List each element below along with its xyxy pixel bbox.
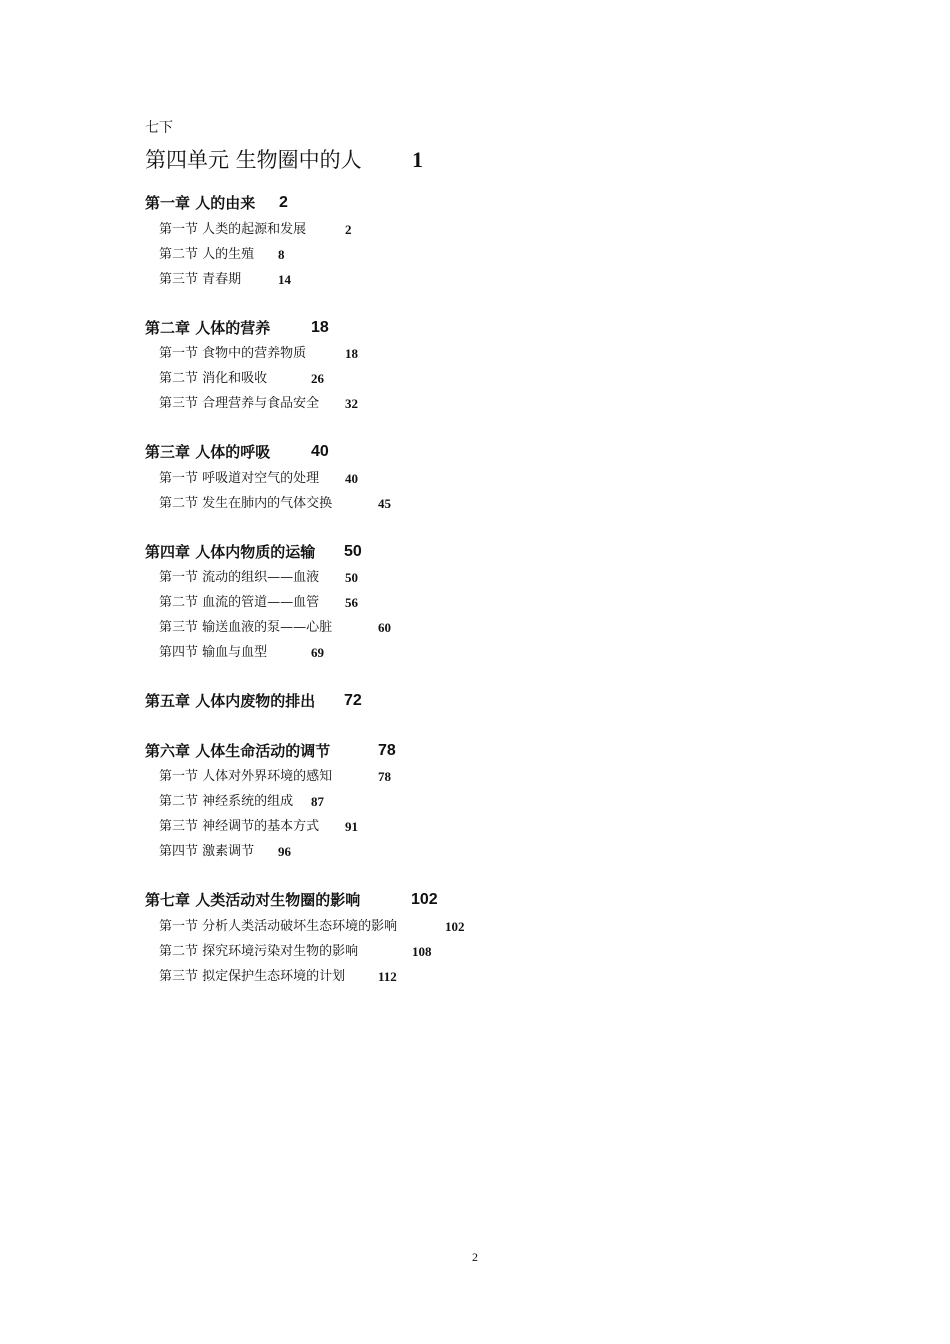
chapter-7-heading xyxy=(145,890,438,910)
chapter-4-heading xyxy=(145,542,362,562)
section-title: 第一节 呼吸道对空气的处理 xyxy=(159,471,320,486)
section-title: 第一节 分析人类活动破坏生态环境的影响 xyxy=(159,919,398,934)
section-entry xyxy=(159,968,397,986)
section-entry xyxy=(159,345,358,363)
unit-page-number: 1 xyxy=(412,147,423,172)
section-entry xyxy=(159,495,391,513)
section-page-number: 96 xyxy=(278,844,291,859)
section-title: 第四节 激素调节 xyxy=(159,844,255,859)
section-page-number: 91 xyxy=(345,819,358,834)
section-entry xyxy=(159,943,432,961)
section-page-number: 26 xyxy=(311,371,324,386)
unit-title: 第四单元 生物圈中的人 xyxy=(145,148,362,172)
section-title: 第三节 输送血液的泵——心脏 xyxy=(159,620,333,635)
chapter-title: 第五章 人体内废物的排出 xyxy=(145,692,316,710)
section-page-number: 2 xyxy=(345,222,352,237)
section-page-number: 40 xyxy=(345,471,358,486)
chapter-page-number: 72 xyxy=(344,692,362,709)
chapter-title: 第四章 人体内物质的运输 xyxy=(145,543,316,561)
section-entry xyxy=(159,395,358,413)
section-page-number: 18 xyxy=(345,346,358,361)
section-title: 第三节 青春期 xyxy=(159,272,242,287)
section-entry xyxy=(159,470,358,488)
chapter-title: 第二章 人体的营养 xyxy=(145,319,271,337)
section-title: 第一节 食物中的营养物质 xyxy=(159,346,307,361)
section-title: 第一节 流动的组织——血液 xyxy=(159,570,320,585)
section-page-number: 102 xyxy=(445,919,465,934)
section-title: 第四节 输血与血型 xyxy=(159,645,268,660)
section-title: 第一节 人体对外界环境的感知 xyxy=(159,769,333,784)
section-title: 第二节 发生在肺内的气体交换 xyxy=(159,496,333,511)
section-entry xyxy=(159,271,291,289)
section-page-number: 14 xyxy=(278,272,291,287)
chapter-page-number: 102 xyxy=(411,891,438,908)
grade-label: 七下 xyxy=(145,120,173,136)
section-entry xyxy=(159,370,324,388)
section-page-number: 56 xyxy=(345,595,358,610)
section-title: 第二节 人的生殖 xyxy=(159,247,255,262)
section-page-number: 45 xyxy=(378,496,391,511)
section-page-number: 87 xyxy=(311,794,324,809)
unit-heading xyxy=(145,146,423,174)
chapter-6-heading xyxy=(145,741,396,761)
chapter-page-number: 2 xyxy=(279,194,288,211)
section-entry xyxy=(159,594,358,612)
section-entry xyxy=(159,619,391,637)
section-page-number: 78 xyxy=(378,769,391,784)
section-title: 第三节 合理营养与食品安全 xyxy=(159,396,320,411)
section-entry xyxy=(159,644,324,662)
section-title: 第二节 血流的管道——血管 xyxy=(159,595,320,610)
section-entry xyxy=(159,768,391,786)
section-page-number: 60 xyxy=(378,620,391,635)
section-page-number: 108 xyxy=(412,944,432,959)
chapter-5-heading xyxy=(145,691,362,711)
section-entry xyxy=(159,569,358,587)
chapter-1-heading xyxy=(145,193,288,213)
chapter-page-number: 40 xyxy=(311,443,329,460)
section-page-number: 32 xyxy=(345,396,358,411)
chapter-title: 第七章 人类活动对生物圈的影响 xyxy=(145,891,361,909)
chapter-3-heading xyxy=(145,442,329,462)
section-title: 第二节 神经系统的组成 xyxy=(159,794,294,809)
section-entry xyxy=(159,246,285,264)
chapter-title: 第一章 人的由来 xyxy=(145,194,256,212)
section-entry xyxy=(159,843,291,861)
page-number: 2 xyxy=(472,1250,478,1264)
chapter-title: 第三章 人体的呼吸 xyxy=(145,443,271,461)
section-page-number: 8 xyxy=(278,247,285,262)
section-title: 第二节 消化和吸收 xyxy=(159,371,268,386)
section-page-number: 69 xyxy=(311,645,324,660)
section-page-number: 112 xyxy=(378,969,397,984)
section-title: 第三节 拟定保护生态环境的计划 xyxy=(159,969,346,984)
section-title: 第二节 探究环境污染对生物的影响 xyxy=(159,944,359,959)
section-page-number: 50 xyxy=(345,570,358,585)
section-entry xyxy=(159,818,358,836)
section-entry xyxy=(159,918,465,936)
section-title: 第一节 人类的起源和发展 xyxy=(159,222,307,237)
chapter-page-number: 78 xyxy=(378,742,396,759)
section-entry xyxy=(159,221,352,239)
section-title: 第三节 神经调节的基本方式 xyxy=(159,819,320,834)
chapter-page-number: 18 xyxy=(311,319,329,336)
chapter-2-heading xyxy=(145,318,329,338)
section-entry xyxy=(159,793,324,811)
chapter-page-number: 50 xyxy=(344,543,362,560)
chapter-title: 第六章 人体生命活动的调节 xyxy=(145,742,331,760)
